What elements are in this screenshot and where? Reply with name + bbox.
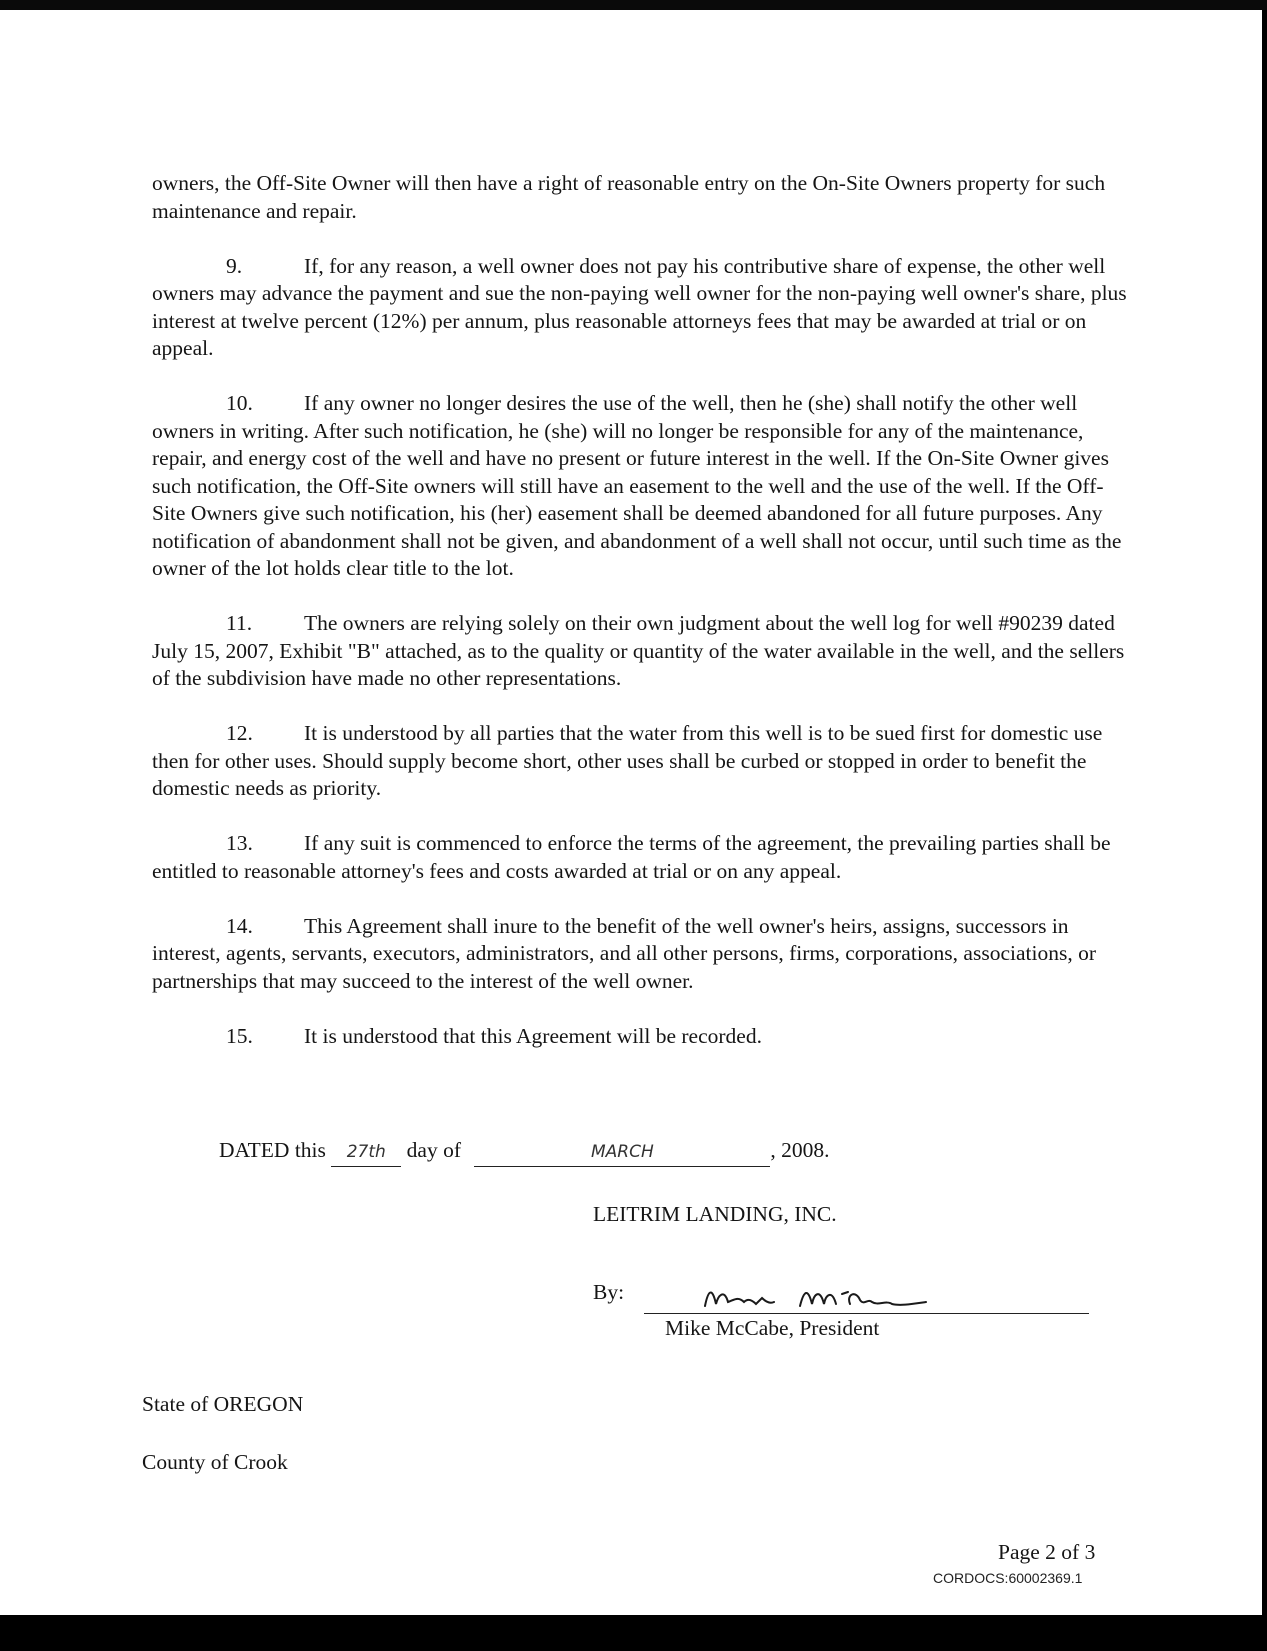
signer-name: Mike McCabe, President bbox=[665, 1316, 880, 1340]
scan-border-top bbox=[0, 0, 1267, 10]
paragraph-text: This Agreement shall inure to the benefit of the well owner's heirs, assigns, successors in interest, agents, servants, executors, administrators, and all other persons, firms, corporations, associations, or partnerships that may succeed to the interest of the well owner. bbox=[152, 913, 1096, 993]
by-label: By: bbox=[593, 1280, 625, 1304]
page-number: Page 2 of 3 bbox=[998, 1540, 1096, 1564]
document-id: CORDOCS:60002369.1 bbox=[933, 1570, 1083, 1586]
paragraph-number: 15. bbox=[226, 1023, 253, 1048]
paragraph-text: If any owner no longer desires the use of the well, then he (she) shall notify the other well owners in writing. After such notification, he (she) will no longer be responsible for any of the maintenance, repair, and energy cost of the well and have no present or future interest in the well. If the On-Site Owner gives such notification, the Off-Site owners will still have an easement to the well and the use of the well. If the Off-Site Owners give such notification, his (her) easement shall be deemed abandoned for all future purposes. Any notification of abandonment shall not be given, and abandonment of a well shall not occur, until such time as the owner of the lot holds clear title to the lot. bbox=[152, 391, 1122, 580]
signature-image bbox=[700, 1276, 980, 1316]
paragraph-number: 11. bbox=[226, 611, 253, 635]
paragraph-number: 10. bbox=[226, 391, 253, 415]
paragraph-number: 14. bbox=[226, 913, 253, 938]
paragraph-text: It is understood by all parties that the water from this well is to be sued first for domestic use then for other uses. Should supply become short, other uses shall be curbed or stopped in order to benefit the domestic needs as priority. bbox=[152, 721, 1103, 800]
state-line: State of OREGON bbox=[142, 1392, 304, 1416]
paragraph-13 bbox=[152, 830, 1130, 885]
dated-prefix: DATED this bbox=[219, 1138, 326, 1162]
signature-line bbox=[644, 1313, 1089, 1314]
dated-middle: day of bbox=[406, 1138, 461, 1162]
continuation-paragraph: owners, the Off-Site Owner will then have a right of reasonable entry on the On-Site Owners property for such maintenance and repair. bbox=[152, 171, 1106, 223]
paragraph-15 bbox=[152, 1023, 1130, 1051]
paragraph-11 bbox=[152, 610, 1130, 693]
paragraph-12 bbox=[152, 720, 1130, 803]
dated-line bbox=[219, 1138, 829, 1167]
paragraph-number: 12. bbox=[226, 721, 253, 745]
paragraph-9 bbox=[152, 253, 1130, 363]
paragraph-text: The owners are relying solely on their own judgment about the well log for well #90239 dated July 15, 2007, Exhibit "B" attached, as to the quality or quantity of the water available in the well, and the sellers of the subdivision have made no other representations. bbox=[152, 611, 1125, 690]
paragraph-text: It is understood that this Agreement will be recorded. bbox=[304, 1023, 762, 1048]
county-line: County of Crook bbox=[142, 1450, 288, 1474]
company-name: LEITRIM LANDING, INC. bbox=[593, 1202, 837, 1226]
month-field: MARCH bbox=[474, 1142, 770, 1167]
document-body bbox=[152, 170, 1130, 1078]
document-page bbox=[0, 10, 1262, 1615]
paragraph-10 bbox=[152, 390, 1130, 583]
paragraph-number: 13. bbox=[226, 831, 253, 855]
dated-suffix: , 2008. bbox=[770, 1138, 830, 1162]
paragraph-text: If any suit is commenced to enforce the terms of the agreement, the prevailing parties shall be entitled to reasonable attorney's fees and costs awarded at trial or on any appeal. bbox=[152, 831, 1111, 883]
paragraph-number: 9. bbox=[226, 253, 243, 278]
day-field: 27th bbox=[331, 1142, 401, 1167]
paragraph-14 bbox=[152, 913, 1130, 996]
paragraph-text: If, for any reason, a well owner does not pay his contributive share of expense, the other well owners may advance the payment and sue the non-paying well owner for the non-paying well owner's share, plus interest at twelve percent (12%) per annum, plus reasonable attorneys fees that may be awarded at trial or on appeal. bbox=[152, 253, 1127, 360]
